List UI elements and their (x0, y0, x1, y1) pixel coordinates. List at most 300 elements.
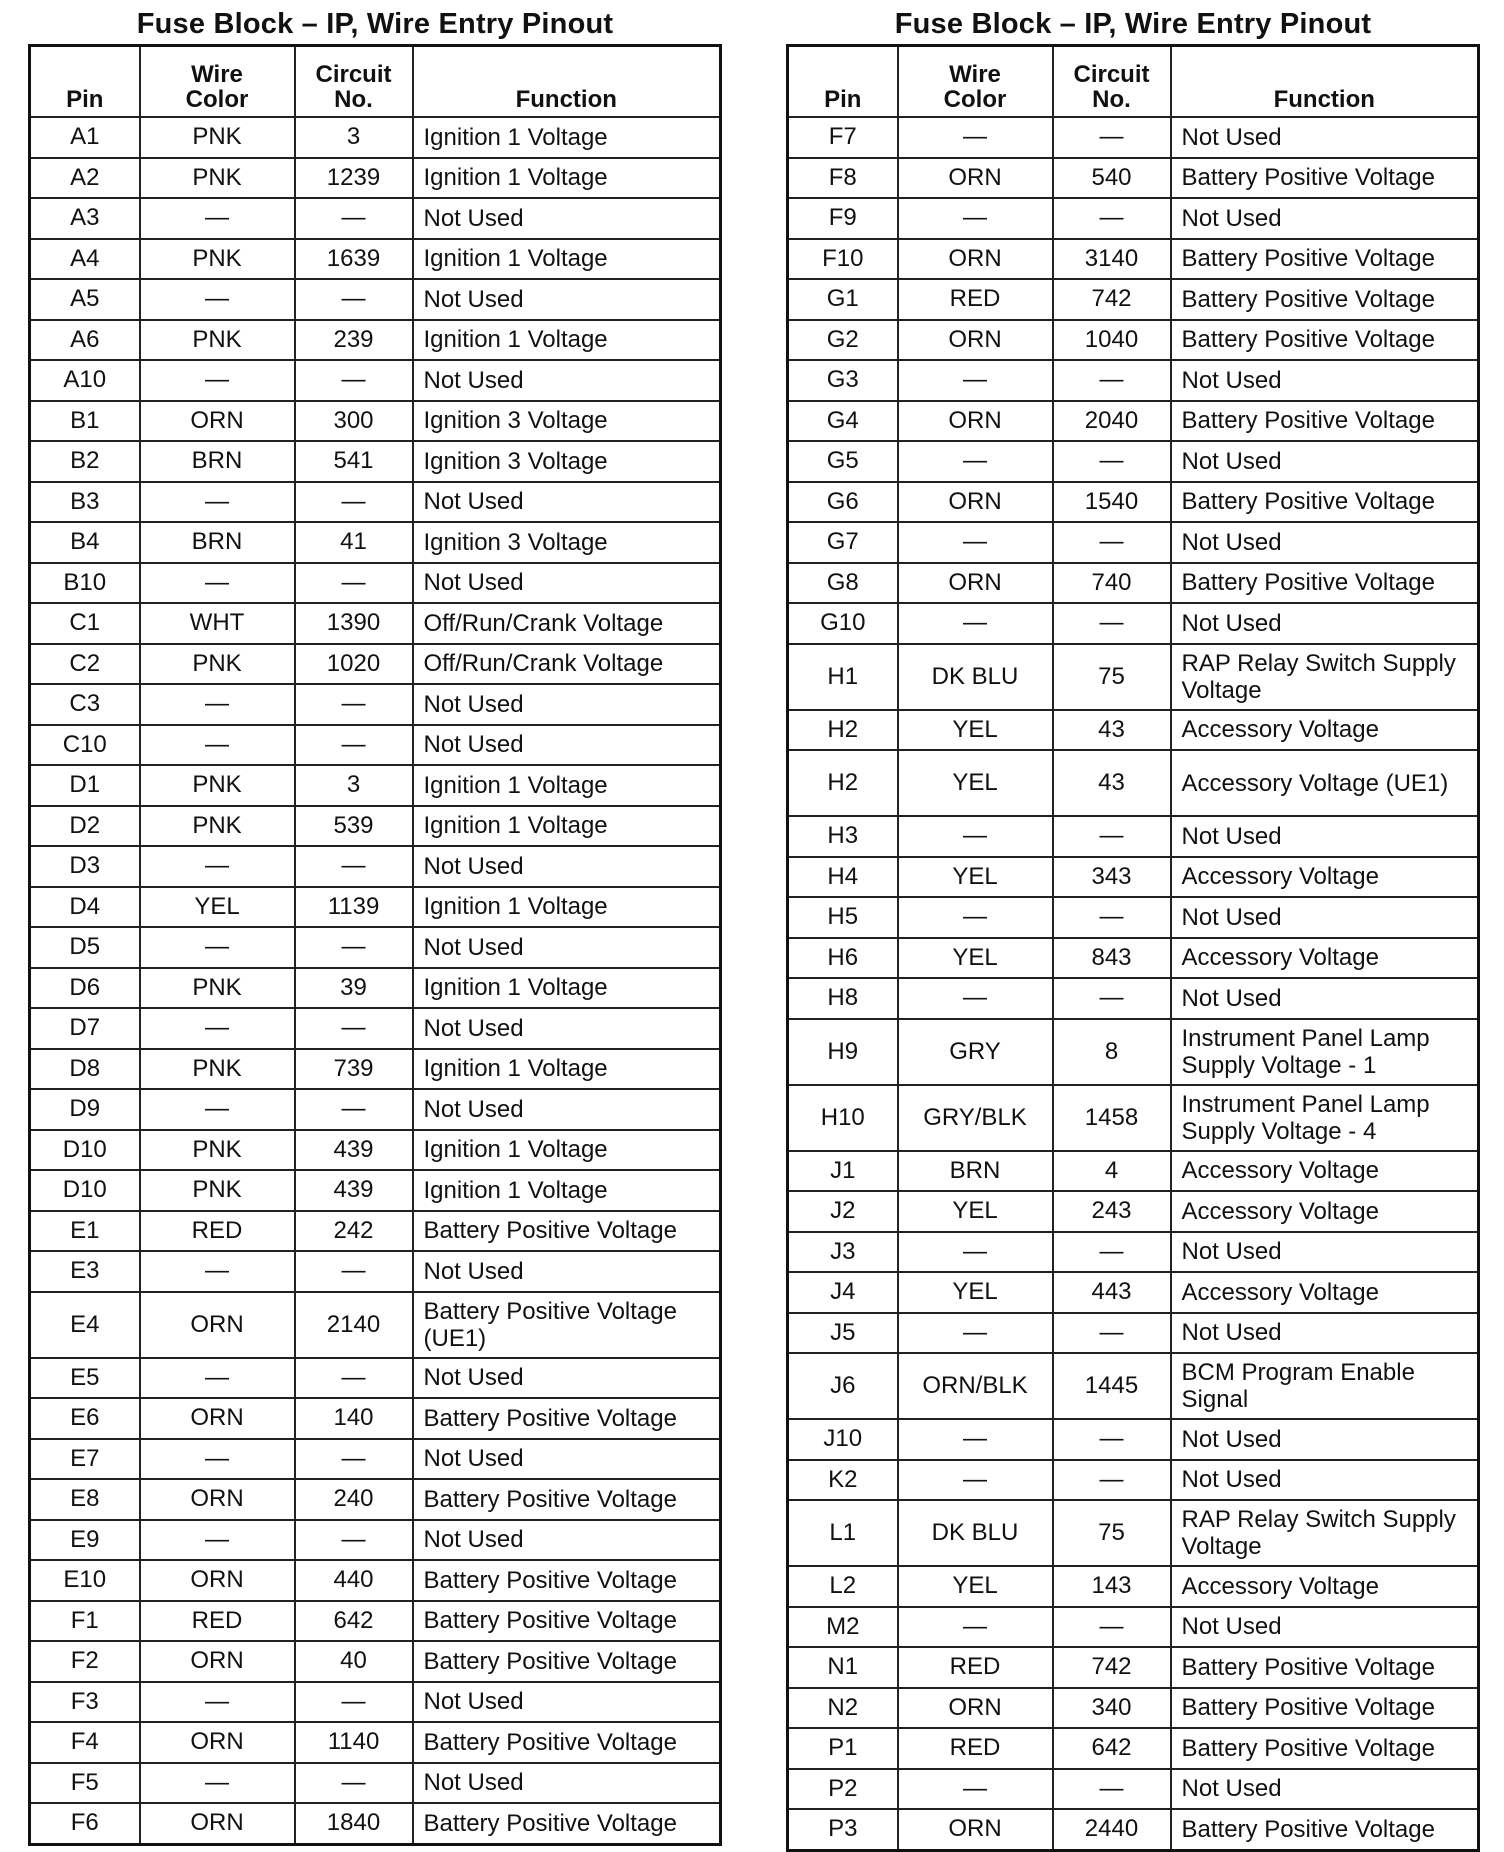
pin-cell: L2 (788, 1566, 898, 1607)
circuit-no-cell: 1540 (1053, 482, 1171, 523)
table-row (30, 1601, 721, 1642)
table-row (30, 887, 721, 928)
circuit-no-cell: 742 (1053, 1647, 1171, 1688)
function-column-header: Function (1171, 46, 1479, 118)
table-row (30, 806, 721, 847)
function-cell: Not Used (1171, 1232, 1479, 1273)
circuit-no-cell: — (295, 1089, 413, 1130)
circuit-no-cell: — (1053, 603, 1171, 644)
function-cell: Battery Positive Voltage (413, 1560, 721, 1601)
function-cell: Not Used (1171, 1313, 1479, 1354)
wire-color-cell: PNK (140, 158, 295, 199)
wire-color-cell: — (898, 1460, 1053, 1501)
table-row (30, 1641, 721, 1682)
table-row (788, 644, 1479, 710)
pin-cell: H4 (788, 857, 898, 898)
table-row (788, 320, 1479, 361)
circuit-no-cell: 2440 (1053, 1809, 1171, 1850)
pin-cell: A1 (30, 117, 140, 158)
function-cell: Not Used (1171, 1460, 1479, 1501)
circuit-no-cell: 8 (1053, 1019, 1171, 1085)
wire-color-cell: ORN (898, 1688, 1053, 1729)
function-cell: Ignition 1 Voltage (413, 158, 721, 199)
table-row (788, 816, 1479, 857)
wire-color-cell: RED (140, 1601, 295, 1642)
wire-color-cell: YEL (898, 750, 1053, 816)
circuit-no-cell: 243 (1053, 1191, 1171, 1232)
table-row (30, 1358, 721, 1399)
table-row (30, 1520, 721, 1561)
pin-cell: F4 (30, 1722, 140, 1763)
table-row (30, 239, 721, 280)
pin-cell: B4 (30, 522, 140, 563)
circuit-no-cell: 2040 (1053, 401, 1171, 442)
function-cell: Ignition 3 Voltage (413, 441, 721, 482)
wire-color-cell: ORN (898, 563, 1053, 604)
pin-cell: G3 (788, 360, 898, 401)
function-cell: Accessory Voltage (1171, 1191, 1479, 1232)
table-row (788, 1151, 1479, 1192)
wire-color-cell: PNK (140, 968, 295, 1009)
table-row (788, 1313, 1479, 1354)
function-cell: Battery Positive Voltage (413, 1641, 721, 1682)
function-cell: Not Used (413, 1358, 721, 1399)
wire-color-cell: — (140, 684, 295, 725)
function-cell: Ignition 3 Voltage (413, 401, 721, 442)
wire-color-cell: PNK (140, 806, 295, 847)
table-row (788, 1460, 1479, 1501)
wire-color-cell: — (898, 603, 1053, 644)
function-cell: Ignition 1 Voltage (413, 806, 721, 847)
wire-color-cell: — (898, 522, 1053, 563)
pin-cell: D9 (30, 1089, 140, 1130)
table-row (788, 1085, 1479, 1151)
circuit-no-cell: 541 (295, 441, 413, 482)
pin-cell: G2 (788, 320, 898, 361)
function-cell: Not Used (1171, 360, 1479, 401)
pin-cell: P1 (788, 1728, 898, 1769)
circuit-no-cell: 3 (295, 117, 413, 158)
table-row (30, 563, 721, 604)
function-cell: Ignition 1 Voltage (413, 887, 721, 928)
pin-cell: E9 (30, 1520, 140, 1561)
wire-color-cell: GRY (898, 1019, 1053, 1085)
pin-cell: D10 (30, 1130, 140, 1171)
function-cell: Off/Run/Crank Voltage (413, 644, 721, 685)
table-row (788, 603, 1479, 644)
function-cell: Ignition 1 Voltage (413, 968, 721, 1009)
circuit-no-cell: — (295, 279, 413, 320)
table-row (788, 1232, 1479, 1273)
table-row (30, 968, 721, 1009)
table-row (30, 725, 721, 766)
pin-cell: H8 (788, 978, 898, 1019)
circuit-no-column-header: Circuit No. (1053, 46, 1171, 118)
pin-cell: N1 (788, 1647, 898, 1688)
circuit-no-cell: 539 (295, 806, 413, 847)
function-cell: Not Used (413, 279, 721, 320)
table-row (788, 1019, 1479, 1085)
circuit-no-cell: 1140 (295, 1722, 413, 1763)
pin-cell: J10 (788, 1419, 898, 1460)
wire-color-cell: — (898, 816, 1053, 857)
pin-cell: L1 (788, 1500, 898, 1566)
circuit-no-cell: 1139 (295, 887, 413, 928)
circuit-no-cell: 443 (1053, 1272, 1171, 1313)
wire-color-cell: ORN (140, 1803, 295, 1844)
wire-color-cell: PNK (140, 117, 295, 158)
wire-color-cell: ORN (898, 482, 1053, 523)
function-cell: RAP Relay Switch Supply Voltage (1171, 1500, 1479, 1566)
table-row (788, 1566, 1479, 1607)
wire-color-cell: RED (140, 1211, 295, 1252)
function-cell: Battery Positive Voltage (1171, 401, 1479, 442)
function-cell: Not Used (413, 1520, 721, 1561)
wire-color-cell: YEL (898, 857, 1053, 898)
circuit-no-cell: — (1053, 522, 1171, 563)
table-row (30, 765, 721, 806)
function-cell: Accessory Voltage (1171, 1566, 1479, 1607)
table-row (788, 1728, 1479, 1769)
wire-color-cell: ORN (140, 1398, 295, 1439)
wire-color-cell: — (898, 897, 1053, 938)
pin-cell: F10 (788, 239, 898, 280)
circuit-no-cell: — (1053, 1607, 1171, 1648)
pin-cell: G1 (788, 279, 898, 320)
wire-color-cell: RED (898, 279, 1053, 320)
circuit-no-cell: — (1053, 1460, 1171, 1501)
table-row (788, 279, 1479, 320)
wire-color-column-header: Wire Color (898, 46, 1053, 118)
pin-cell: B3 (30, 482, 140, 523)
wire-color-column-header: Wire Color (140, 46, 295, 118)
wire-color-cell: ORN (898, 158, 1053, 199)
pin-cell: H5 (788, 897, 898, 938)
wire-color-cell: — (140, 198, 295, 239)
wire-color-cell: ORN (140, 1560, 295, 1601)
circuit-no-cell: 39 (295, 968, 413, 1009)
wire-color-cell: — (898, 1419, 1053, 1460)
circuit-no-cell: 3 (295, 765, 413, 806)
table-row (788, 1353, 1479, 1419)
function-cell: Instrument Panel Lamp Supply Voltage - 1 (1171, 1019, 1479, 1085)
circuit-no-cell: — (1053, 897, 1171, 938)
pin-cell: G8 (788, 563, 898, 604)
circuit-no-cell: — (295, 1682, 413, 1723)
table-row (788, 1688, 1479, 1729)
wire-color-cell: — (898, 198, 1053, 239)
right-pinout-panel (786, 4, 1480, 1852)
table-row (30, 1398, 721, 1439)
table-row (30, 1439, 721, 1480)
table-row (30, 522, 721, 563)
pin-cell: E4 (30, 1292, 140, 1358)
wire-color-cell: PNK (140, 320, 295, 361)
pin-cell: C10 (30, 725, 140, 766)
function-cell: Battery Positive Voltage (1171, 1688, 1479, 1729)
circuit-no-cell: — (295, 725, 413, 766)
pin-cell: J3 (788, 1232, 898, 1273)
circuit-no-cell: — (295, 1520, 413, 1561)
function-cell: Not Used (1171, 441, 1479, 482)
function-cell: Not Used (413, 360, 721, 401)
pin-cell: F2 (30, 1641, 140, 1682)
pin-cell: H6 (788, 938, 898, 979)
pin-cell: E6 (30, 1398, 140, 1439)
wire-color-cell: — (140, 1439, 295, 1480)
wire-color-cell: PNK (140, 1170, 295, 1211)
function-cell: Ignition 1 Voltage (413, 117, 721, 158)
function-cell: Instrument Panel Lamp Supply Voltage - 4 (1171, 1085, 1479, 1151)
pin-cell: H1 (788, 644, 898, 710)
circuit-no-cell: 75 (1053, 644, 1171, 710)
wire-color-cell: PNK (140, 644, 295, 685)
function-cell: Not Used (413, 1251, 721, 1292)
wire-color-cell: RED (898, 1728, 1053, 1769)
function-cell: Battery Positive Voltage (UE1) (413, 1292, 721, 1358)
wire-color-cell: ORN (140, 401, 295, 442)
pin-cell: H2 (788, 710, 898, 751)
function-cell: Battery Positive Voltage (413, 1601, 721, 1642)
wire-color-cell: — (898, 1232, 1053, 1273)
wire-color-cell: ORN/BLK (898, 1353, 1053, 1419)
pin-cell: C1 (30, 603, 140, 644)
table-row (30, 1803, 721, 1844)
wire-color-cell: — (898, 1313, 1053, 1354)
pin-cell: B1 (30, 401, 140, 442)
table-row (788, 857, 1479, 898)
function-cell: Not Used (1171, 117, 1479, 158)
pin-cell: G7 (788, 522, 898, 563)
function-cell: Accessory Voltage (1171, 710, 1479, 751)
circuit-no-cell: — (1053, 978, 1171, 1019)
circuit-no-cell: 1458 (1053, 1085, 1171, 1151)
pin-cell: A6 (30, 320, 140, 361)
pin-cell: H2 (788, 750, 898, 816)
table-row (788, 360, 1479, 401)
pin-cell: D7 (30, 1008, 140, 1049)
pin-cell: E1 (30, 1211, 140, 1252)
pin-cell: N2 (788, 1688, 898, 1729)
table-row (30, 1560, 721, 1601)
wire-color-cell: ORN (898, 239, 1053, 280)
table-row (788, 198, 1479, 239)
table-row (788, 441, 1479, 482)
table-row (788, 522, 1479, 563)
function-cell: Battery Positive Voltage (1171, 1647, 1479, 1688)
table-row (30, 279, 721, 320)
function-cell: Not Used (413, 1008, 721, 1049)
circuit-no-cell: 440 (295, 1560, 413, 1601)
circuit-no-cell: 343 (1053, 857, 1171, 898)
circuit-no-cell: — (295, 1008, 413, 1049)
wire-color-cell: — (140, 279, 295, 320)
left-pinout-panel (28, 4, 722, 1846)
wire-color-cell: PNK (140, 765, 295, 806)
pin-cell: E7 (30, 1439, 140, 1480)
circuit-no-cell: 843 (1053, 938, 1171, 979)
wire-color-cell: — (140, 1008, 295, 1049)
function-cell: Battery Positive Voltage (1171, 1809, 1479, 1850)
function-cell: Not Used (413, 1089, 721, 1130)
function-cell: Ignition 1 Voltage (413, 765, 721, 806)
pin-cell: J2 (788, 1191, 898, 1232)
wire-color-cell: DK BLU (898, 644, 1053, 710)
pin-cell: D1 (30, 765, 140, 806)
table-row (30, 198, 721, 239)
table-row (30, 1211, 721, 1252)
table-row (30, 320, 721, 361)
wire-color-cell: GRY/BLK (898, 1085, 1053, 1151)
table-row (788, 1191, 1479, 1232)
wire-color-cell: — (898, 360, 1053, 401)
circuit-no-cell: — (295, 927, 413, 968)
circuit-no-cell: 41 (295, 522, 413, 563)
pin-cell: D6 (30, 968, 140, 1009)
wire-color-cell: YEL (898, 1566, 1053, 1607)
wire-color-cell: — (140, 846, 295, 887)
table-row (788, 1419, 1479, 1460)
pin-cell: M2 (788, 1607, 898, 1648)
function-cell: Not Used (413, 198, 721, 239)
wire-color-cell: — (140, 927, 295, 968)
function-cell: Not Used (1171, 198, 1479, 239)
function-cell: Battery Positive Voltage (1171, 482, 1479, 523)
pin-cell: D10 (30, 1170, 140, 1211)
function-cell: Not Used (1171, 1607, 1479, 1648)
circuit-no-cell: 43 (1053, 750, 1171, 816)
function-cell: Not Used (413, 482, 721, 523)
circuit-no-cell: 43 (1053, 710, 1171, 751)
table-row (30, 1251, 721, 1292)
pin-cell: H9 (788, 1019, 898, 1085)
function-cell: Battery Positive Voltage (413, 1398, 721, 1439)
left-table-title: Fuse Block – IP, Wire Entry Pinout (136, 8, 614, 40)
pin-cell: J4 (788, 1272, 898, 1313)
table-row (30, 927, 721, 968)
table-row (30, 846, 721, 887)
circuit-no-cell: 242 (295, 1211, 413, 1252)
table-row (788, 1272, 1479, 1313)
circuit-no-cell: 642 (1053, 1728, 1171, 1769)
function-cell: Not Used (413, 725, 721, 766)
pin-cell: P3 (788, 1809, 898, 1850)
pin-cell: D3 (30, 846, 140, 887)
function-cell: Not Used (1171, 978, 1479, 1019)
function-cell: Not Used (413, 1682, 721, 1723)
table-row (788, 239, 1479, 280)
wire-color-cell: ORN (140, 1722, 295, 1763)
function-cell: Battery Positive Voltage (1171, 239, 1479, 280)
table-row (30, 603, 721, 644)
pin-cell: A5 (30, 279, 140, 320)
pin-cell: A10 (30, 360, 140, 401)
circuit-no-cell: — (1053, 117, 1171, 158)
circuit-no-cell: 300 (295, 401, 413, 442)
table-row (30, 1763, 721, 1804)
circuit-no-cell: 3140 (1053, 239, 1171, 280)
wire-color-cell: — (140, 1763, 295, 1804)
function-cell: Accessory Voltage (UE1) (1171, 750, 1479, 816)
table-row (30, 684, 721, 725)
function-cell: Battery Positive Voltage (1171, 1728, 1479, 1769)
right-pinout-table (786, 44, 1480, 1852)
function-cell: Not Used (413, 684, 721, 725)
circuit-no-cell: 1390 (295, 603, 413, 644)
pin-cell: E3 (30, 1251, 140, 1292)
wire-color-cell: BRN (140, 441, 295, 482)
wire-color-cell: ORN (898, 401, 1053, 442)
table-row (30, 1292, 721, 1358)
wire-color-cell: — (140, 482, 295, 523)
function-cell: Ignition 3 Voltage (413, 522, 721, 563)
function-cell: Not Used (1171, 1419, 1479, 1460)
circuit-no-cell: 540 (1053, 158, 1171, 199)
pin-cell: F9 (788, 198, 898, 239)
function-cell: Battery Positive Voltage (1171, 158, 1479, 199)
circuit-no-cell: — (295, 482, 413, 523)
wire-color-cell: YEL (898, 1272, 1053, 1313)
wire-color-cell: — (898, 1607, 1053, 1648)
pin-cell: A3 (30, 198, 140, 239)
header-row (30, 46, 721, 118)
table-row (30, 1089, 721, 1130)
circuit-no-cell: — (1053, 441, 1171, 482)
table-row (788, 158, 1479, 199)
pin-cell: D8 (30, 1049, 140, 1090)
circuit-no-cell: 40 (295, 1641, 413, 1682)
circuit-no-cell: — (1053, 1419, 1171, 1460)
circuit-no-column-header: Circuit No. (295, 46, 413, 118)
circuit-no-cell: 642 (295, 1601, 413, 1642)
function-cell: Accessory Voltage (1171, 1151, 1479, 1192)
pin-cell: G4 (788, 401, 898, 442)
wire-color-cell: PNK (140, 1049, 295, 1090)
pin-cell: E10 (30, 1560, 140, 1601)
table-row (30, 1130, 721, 1171)
table-row (30, 1008, 721, 1049)
table-row (30, 158, 721, 199)
circuit-no-cell: — (295, 563, 413, 604)
function-cell: Not Used (413, 846, 721, 887)
circuit-no-cell: — (1053, 816, 1171, 857)
circuit-no-cell: — (295, 684, 413, 725)
table-row (788, 710, 1479, 751)
pin-cell: H3 (788, 816, 898, 857)
table-row (788, 1809, 1479, 1850)
wire-color-cell: BRN (140, 522, 295, 563)
circuit-no-cell: — (1053, 1769, 1171, 1810)
table-row (30, 1049, 721, 1090)
function-cell: Not Used (413, 1439, 721, 1480)
function-cell: Off/Run/Crank Voltage (413, 603, 721, 644)
circuit-no-cell: 143 (1053, 1566, 1171, 1607)
table-row (788, 563, 1479, 604)
wire-color-cell: WHT (140, 603, 295, 644)
table-row (30, 360, 721, 401)
function-cell: Not Used (413, 1763, 721, 1804)
wire-color-cell: ORN (898, 320, 1053, 361)
wire-color-cell: YEL (898, 710, 1053, 751)
wire-color-cell: — (140, 1358, 295, 1399)
function-cell: Ignition 1 Voltage (413, 320, 721, 361)
circuit-no-cell: 2140 (295, 1292, 413, 1358)
table-row (30, 1682, 721, 1723)
function-cell: BCM Program Enable Signal (1171, 1353, 1479, 1419)
wire-color-cell: — (140, 1520, 295, 1561)
function-cell: Not Used (413, 563, 721, 604)
function-cell: Ignition 1 Voltage (413, 1130, 721, 1171)
